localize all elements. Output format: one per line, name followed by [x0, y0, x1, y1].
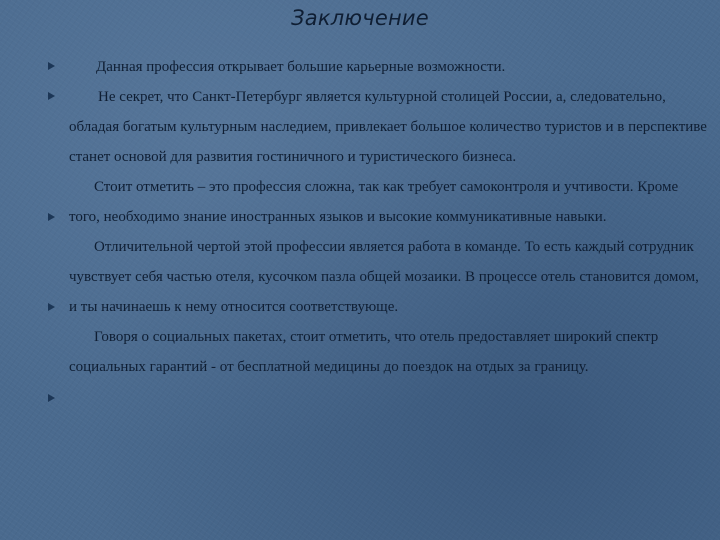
- triangle-bullet-icon: [48, 213, 55, 221]
- slide-title: Заключение: [291, 6, 429, 30]
- triangle-bullet-icon: [48, 303, 55, 311]
- paragraph-saint-petersburg: Не секрет, что Санкт-Петербург является культурной столицей России, а, следовательно, обладая богатым культурным наследием, привлекает большое количество туристов и в перспективе станет основой для развития гостиничного и туристического бизнеса.: [69, 89, 707, 165]
- paragraph-career: Данная профессия открывает большие карьерные возможности.: [96, 59, 506, 75]
- triangle-bullet-icon: [48, 394, 55, 402]
- triangle-bullet-icon: [48, 92, 55, 100]
- triangle-bullet-icon: [48, 62, 55, 70]
- paragraph-skills: Стоит отметить – это профессия сложна, так как требует самоконтроля и учтивости. Кроме того, необходимо знание иностранных языков и высокие коммуникативные навыки.: [69, 179, 679, 225]
- paragraph-teamwork: Отличительной чертой этой профессии является работа в команде. То есть каждый сотрудник чувствует себя частью отеля, кусочком пазла общей мозаики. В процессе отель становится домом, и ты начинаешь к нему относится соответствующе.: [69, 239, 699, 315]
- paragraph-social-benefits: Говоря о социальных пакетах, стоит отметить, что отель предоставляет широкий спектр социальных гарантий - от бесплатной медицины до поездок на отдых за границу.: [69, 329, 659, 375]
- slide-body: [69, 52, 709, 382]
